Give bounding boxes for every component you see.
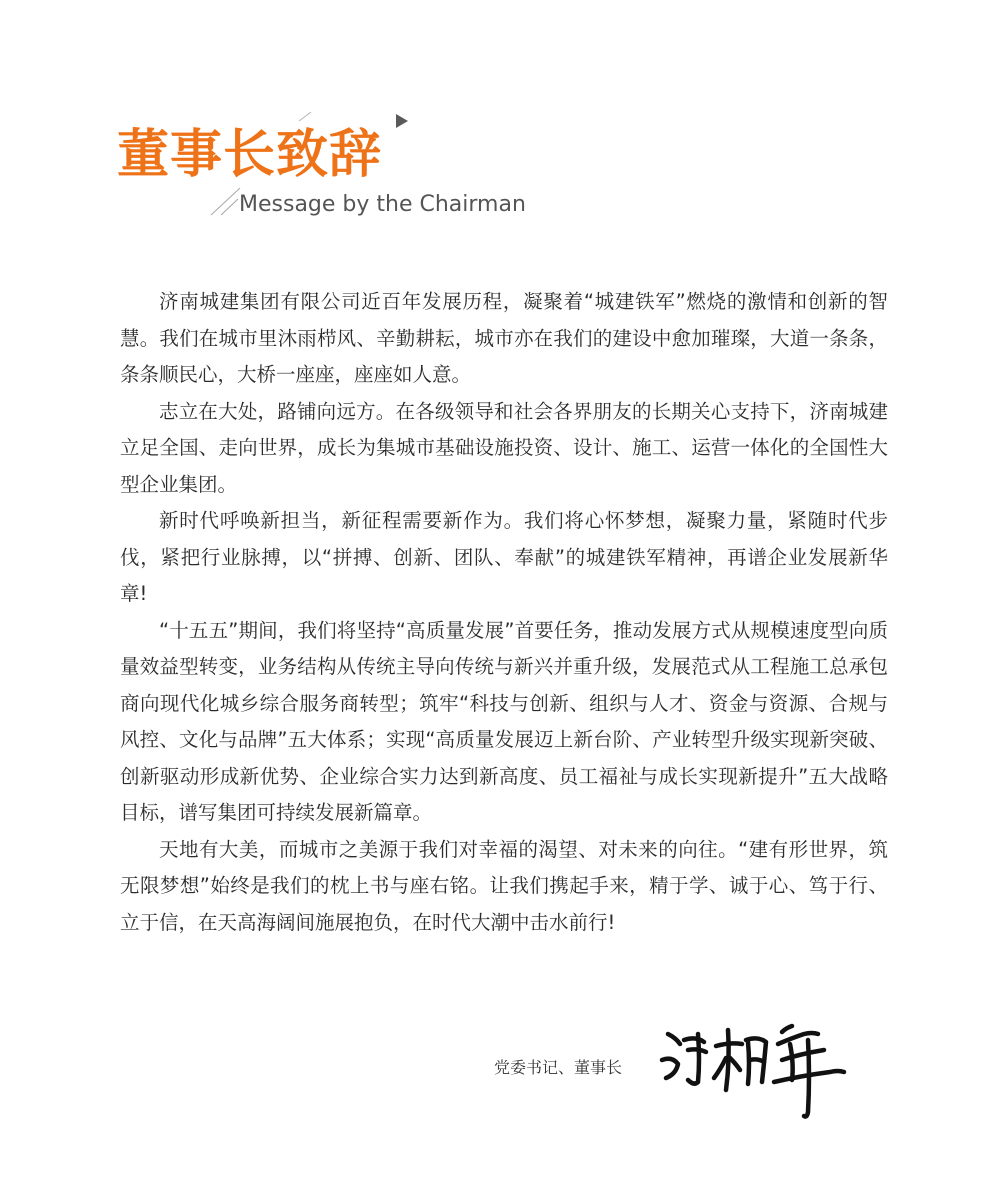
paragraph: 新时代呼唤新担当，新征程需要新作为。我们将心怀梦想，凝聚力量，紧随时代步伐，紧把行业脉搏，以“拼搏、创新、团队、奉献”的城建铁军精神，再谱企业发展新华章! xyxy=(120,509,888,605)
header xyxy=(0,0,990,240)
paragraph: 济南城建集团有限公司近百年发展历程，凝聚着“城建铁军”燃烧的激情和创新的智慧。我们在城市里沐雨栉风、辛勤耕耘，城市亦在我们的建设中愈加璀璨，大道一条条，条条顺民心，大桥一座座，座座如人意。 xyxy=(120,290,888,386)
paragraph: “十五五”期间，我们将坚持“高质量发展”首要任务，推动发展方式从规模速度型向质量效益型转变，业务结构从传统主导向传统与新兴并重升级，发展范式从工程施工总承包商向现代化城乡综合服务商转型；筑牢“科技与创新、组织与人才、资金与资源、合规与风控、文化与品牌”五大体系；实现“高质量发展迈上新台阶、产业转型升级实现新突破、创新驱动形成新优势、企业综合实力达到新高度、员工福祉与成长实现新提升”五大战略目标，谱写集团可持续发展新篇章。 xyxy=(120,618,888,824)
deco-line-bottom-right xyxy=(221,199,238,215)
message-body xyxy=(120,284,888,941)
play-triangle-icon xyxy=(396,114,408,128)
paragraph: 志立在大处，路铺向远方。在各级领导和社会各界朋友的长期关心支持下，济南城建立足全国、走向世界，成长为集城市基础设施投资、设计、施工、运营一体化的全国性大型企业集团。 xyxy=(120,399,888,496)
page-title: 董事长致辞 xyxy=(117,125,383,185)
paragraph: 天地有大美，而城市之美源于我们对幸福的渴望、对未来的向往。“建有形世界，筑无限梦想”始终是我们的枕上书与座右铭。让我们携起手来，精于学、诚于心、笃于行、立于信，在天高海阔间施展抱负，在时代大潮中击水前行! xyxy=(120,837,888,934)
deco-line-top xyxy=(299,112,311,121)
signatory-title: 党委书记、董事长 xyxy=(494,1058,623,1077)
handwritten-signature xyxy=(654,1020,854,1120)
page-subtitle: Message by the Chairman xyxy=(239,192,526,217)
signature-block xyxy=(494,1020,874,1130)
